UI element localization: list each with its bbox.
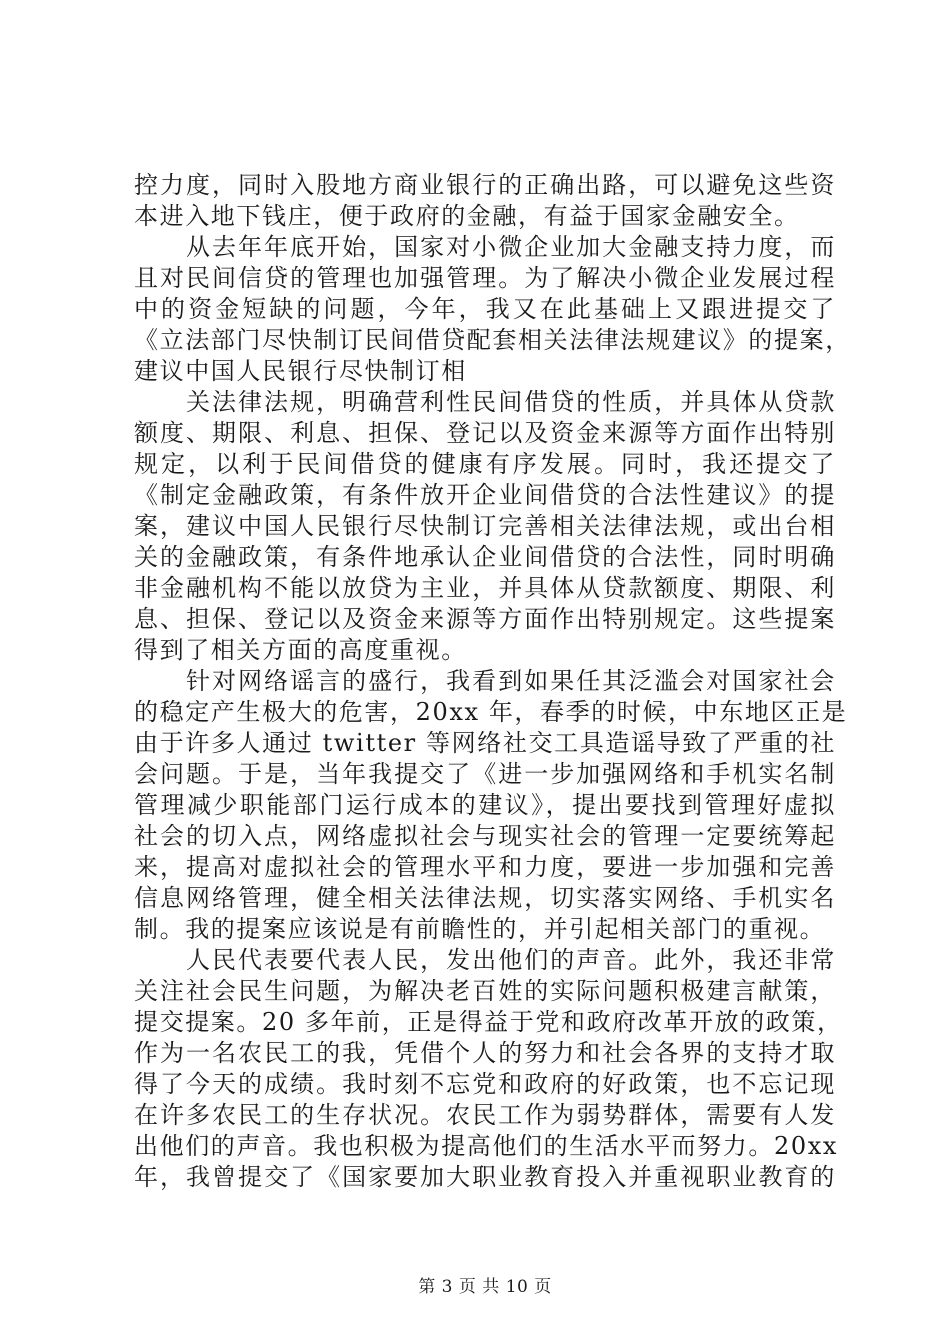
text-line: 得到了相关方面的高度重视。 — [134, 636, 467, 664]
text-line: 作为一名农民工的我，凭借个人的努力和社会各界的支持才取 — [134, 1039, 836, 1067]
text-line: 关注社会民生问题，为解决老百姓的实际问题积极建言献策， — [134, 977, 836, 1005]
text-line: 来，提高对虚拟社会的管理水平和力度，要进一步加强和完善 — [134, 853, 836, 881]
text-line: 信息网络管理，健全相关法律法规，切实落实网络、手机实名 — [134, 884, 836, 912]
text-line: 中的资金短缺的问题，今年，我又在此基础上又跟进提交了 — [134, 295, 836, 323]
text-line: 息、担保、登记以及资金来源等方面作出特别规定。这些提案 — [134, 605, 836, 633]
text-line: 人民代表要代表人民，发出他们的声音。此外，我还非常 — [186, 946, 836, 974]
text-line: 制。我的提案应该说是有前瞻性的，并引起相关部门的重视。 — [134, 915, 826, 943]
document-page — [134, 0, 851, 1344]
text-line: 非金融机构不能以放贷为主业，并具体从贷款额度、期限、利 — [134, 574, 836, 602]
text-line: 出他们的声音。我也积极为提高他们的生活水平而努力。20xx — [134, 1132, 839, 1160]
text-line: 本进入地下钱庄，便于政府的金融，有益于国家金融安全。 — [134, 202, 800, 230]
text-line: 《制定金融政策，有条件放开企业间借贷的合法性建议》的提 — [134, 481, 836, 509]
text-line: 建议中国人民银行尽快制订相 — [134, 357, 467, 385]
text-line: 会问题。于是，当年我提交了《进一步加强网络和手机实名制 — [134, 760, 836, 788]
text-line: 管理减少职能部门运行成本的建议》，提出要找到管理好虚拟 — [134, 791, 836, 819]
text-line: 案，建议中国人民银行尽快制订完善相关法律法规，或出台相 — [134, 512, 836, 540]
text-line: 额度、期限、利息、担保、登记以及资金来源等方面作出特别 — [134, 419, 836, 447]
text-line: 针对网络谣言的盛行，我看到如果任其泛滥会对国家社会 — [186, 667, 836, 695]
text-line: 年，我曾提交了《国家要加大职业教育投入并重视职业教育的 — [134, 1163, 836, 1191]
text-line: 且对民间信贷的管理也加强管理。为了解决小微企业发展过程 — [134, 264, 836, 292]
text-line: 从去年年底开始，国家对小微企业加大金融支持力度，而 — [186, 233, 836, 261]
text-line: 的稳定产生极大的危害，20xx 年，春季的时候，中东地区正是 — [134, 698, 848, 726]
text-line: 控力度，同时入股地方商业银行的正确出路，可以避免这些资 — [134, 171, 836, 199]
text-line: 关的金融政策，有条件地承认企业间借贷的合法性，同时明确 — [134, 543, 836, 571]
text-line: 在许多农民工的生存状况。农民工作为弱势群体，需要有人发 — [134, 1101, 836, 1129]
text-line: 得了今天的成绩。我时刻不忘党和政府的好政策，也不忘记现 — [134, 1070, 836, 1098]
document-body — [134, 170, 851, 1193]
text-line: 《立法部门尽快制订民间借贷配套相关法律法规建议》的提案， — [134, 326, 851, 354]
text-line: 关法律法规，明确营利性民间借贷的性质，并具体从贷款 — [186, 388, 836, 416]
text-line: 规定，以利于民间借贷的健康有序发展。同时，我还提交了 — [134, 450, 836, 478]
text-line: 社会的切入点，网络虚拟社会与现实社会的管理一定要统筹起 — [134, 822, 836, 850]
text-line: 由于许多人通过 twitter 等网络社交工具造谣导致了严重的社 — [134, 729, 836, 757]
text-line: 提交提案。20 多年前，正是得益于党和政府改革开放的政策， — [134, 1008, 843, 1036]
page-number-footer: 第 3 页 共 10 页 — [418, 1277, 552, 1297]
